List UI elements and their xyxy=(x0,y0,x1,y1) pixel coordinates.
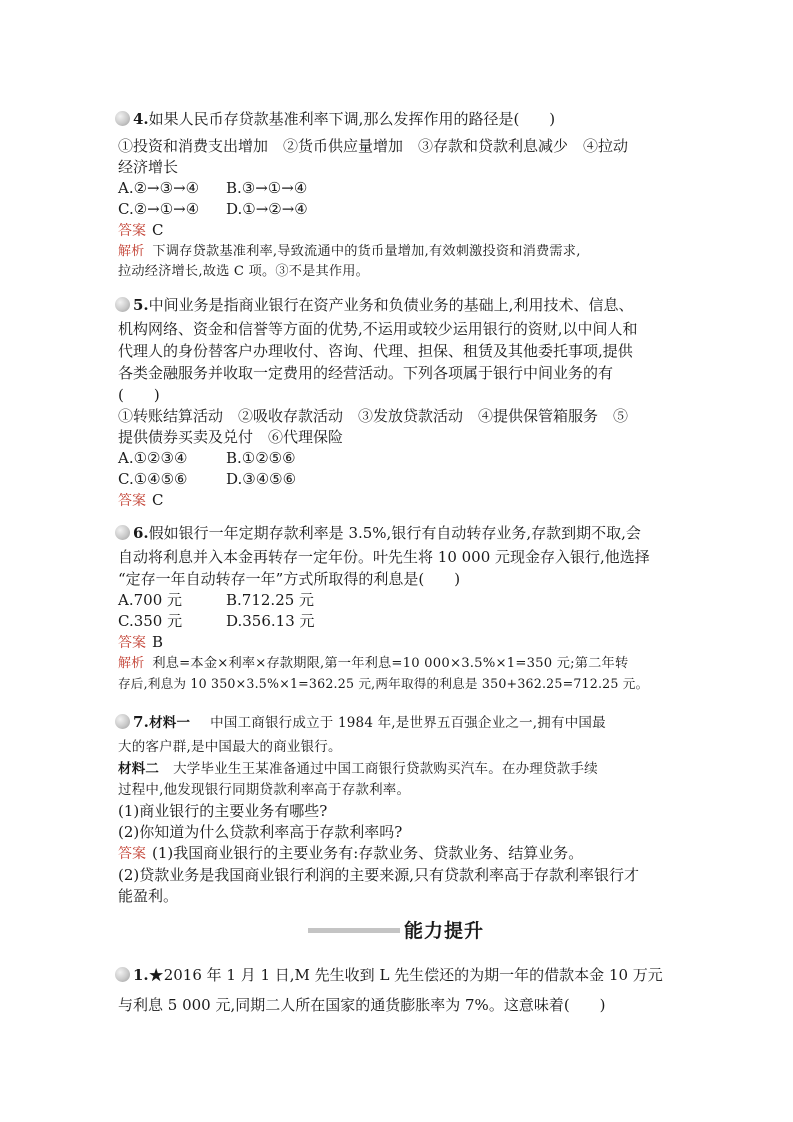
explanation-text: 利息=本金×利率×存款期限,第一年利息=10 000×3.5%×1=350 元;第二年转 xyxy=(152,656,629,671)
circle-bullet-icon xyxy=(115,297,130,312)
material-text: 过程中,他发现银行同期贷款利率高于存款利率。 xyxy=(118,782,411,798)
explanation-label: 解析 xyxy=(118,244,145,259)
material-1 xyxy=(118,710,678,759)
sub-question: (1)商业银行的主要业务有哪些? xyxy=(118,802,328,820)
circle-bullet-icon xyxy=(115,111,130,126)
items-line: 经济增长 xyxy=(118,158,179,176)
option-d: D.③④⑤⑥ xyxy=(226,470,297,488)
question-5 xyxy=(118,294,678,512)
circle-bullet-icon xyxy=(115,525,130,540)
material-text: 大的客户群,是中国最大的商业银行。 xyxy=(118,739,342,755)
answer-label: 答案 xyxy=(118,635,146,651)
question-stem: ( ) xyxy=(118,386,160,404)
circle-bullet-icon xyxy=(115,967,130,982)
answer-value: B xyxy=(152,633,164,651)
question-stem: 各类金融服务并收取一定费用的经营活动。下列各项属于银行中间业务的有 xyxy=(118,364,614,382)
options-row xyxy=(118,590,678,611)
explanation-text: 存后,利息为 10 350×3.5%×1=362.25 元,两年取得的利息是 350+362.25=712.25 元。 xyxy=(118,676,649,691)
option-a: A.②→③→④ xyxy=(118,179,200,197)
material-label: 材料一 xyxy=(149,715,191,731)
answer-line xyxy=(118,490,678,512)
answer-text: (2)贷款业务是我国商业银行利润的主要来源,只有贷款利率高于存款利率银行才 xyxy=(118,866,640,884)
question-stem: 2016 年 1 月 1 日,M 先生收到 L 先生偿还的为期一年的借款本金 10 万元 xyxy=(163,966,663,984)
sub-question: (2)你知道为什么贷款利率高于存款利率吗? xyxy=(118,823,403,841)
option-b: B.712.25 元 xyxy=(226,591,315,609)
option-d: D.①→②→④ xyxy=(226,200,308,218)
question-4-stem-line xyxy=(118,108,678,130)
items-line: ①投资和消费支出增加 ②货币供应量增加 ③存款和贷款利息减少 ④拉动 xyxy=(118,137,629,155)
question-stem: 假如银行一年定期存款利率是 3.5%,银行有自动转存业务,存款到期不取,会 xyxy=(148,524,641,542)
explanation xyxy=(118,242,678,282)
question-7 xyxy=(118,710,678,907)
answer-label: 答案 xyxy=(118,493,146,509)
material-2 xyxy=(118,759,678,801)
options-row xyxy=(118,178,678,199)
question-stem: 与利息 5 000 元,同期二人所在国家的通货膨胀率为 7%。这意味着( ) xyxy=(118,996,606,1014)
option-b: B.①②⑤⑥ xyxy=(226,449,296,467)
explanation-text: 下调存贷款基准利率,导致流通中的货币量增加,有效刺激投资和消费需求, xyxy=(152,244,581,259)
options-row xyxy=(118,611,678,632)
question-5-stem xyxy=(118,294,678,406)
section-heading xyxy=(118,914,678,944)
answer-line xyxy=(118,843,678,865)
option-d: D.356.13 元 xyxy=(226,612,315,630)
answer-value: C xyxy=(152,221,164,239)
circle-bullet-icon xyxy=(115,714,130,729)
practice-question-1-stem xyxy=(118,960,678,1020)
option-a: A.①②③④ xyxy=(118,449,188,467)
items-line: 提供债券买卖及兑付 ⑥代理保险 xyxy=(118,428,344,446)
options-row xyxy=(118,199,678,220)
material-label: 材料二 xyxy=(118,761,160,777)
answer-label: 答案 xyxy=(118,223,146,239)
answer-label: 答案 xyxy=(118,846,146,862)
practice-question-1 xyxy=(118,960,678,1020)
answer-text: (1)我国商业银行的主要业务有:存款业务、贷款业务、结算业务。 xyxy=(152,844,584,862)
star-icon: ★ xyxy=(148,966,164,984)
question-stem: 如果人民币存贷款基准利率下调,那么发挥作用的路径是( ) xyxy=(148,110,556,128)
material-text: 大学毕业生王某准备通过中国工商银行贷款购买汽车。在办理贷款手续 xyxy=(173,761,598,777)
section-divider-bar xyxy=(308,928,400,933)
answer-value: C xyxy=(152,491,164,509)
option-a: A.700 元 xyxy=(118,591,182,609)
answer-text: 能盈利。 xyxy=(118,887,179,905)
question-number: 5. xyxy=(133,296,149,314)
section-title: 能力提升 xyxy=(404,920,485,942)
option-c: C.350 元 xyxy=(118,612,183,630)
answer-line xyxy=(118,220,678,242)
items-line: ①转账结算活动 ②吸收存款活动 ③发放贷款活动 ④提供保管箱服务 ⑤ xyxy=(118,407,629,425)
options-row xyxy=(118,448,678,469)
material-text: 中国工商银行成立于 1984 年,是世界五百强企业之一,拥有中国最 xyxy=(210,715,606,731)
option-c: C.①④⑤⑥ xyxy=(118,470,188,488)
question-stem: 自动将利息并入本金再转存一定年份。叶先生将 10 000 元现金存入银行,他选择 xyxy=(118,548,650,566)
question-stem: 中间业务是指商业银行在资产业务和负债业务的基础上,利用技术、信息、 xyxy=(148,296,634,314)
question-number: 1. xyxy=(133,966,149,984)
option-b: B.③→①→④ xyxy=(226,179,308,197)
question-4 xyxy=(118,108,678,282)
question-stem: 代理人的身份替客户办理收付、咨询、代理、担保、租赁及其他委托事项,提供 xyxy=(118,342,633,360)
question-number: 6. xyxy=(133,524,149,542)
answer-line xyxy=(118,632,678,654)
question-6 xyxy=(118,522,678,694)
question-stem: 机构网络、资金和信誉等方面的优势,不运用或较少运用银行的资财,以中间人和 xyxy=(118,320,638,338)
options-row xyxy=(118,469,678,490)
explanation xyxy=(118,654,678,694)
question-number: 7. xyxy=(133,713,150,731)
question-number: 4. xyxy=(133,110,149,128)
option-c: C.②→①→④ xyxy=(118,200,200,218)
question-stem: “定存一年自动转存一年”方式所取得的利息是( ) xyxy=(118,570,461,588)
explanation-label: 解析 xyxy=(118,656,145,671)
question-6-stem xyxy=(118,522,678,590)
explanation-text: 拉动经济增长,故选 C 项。③不是其作用。 xyxy=(118,264,370,279)
